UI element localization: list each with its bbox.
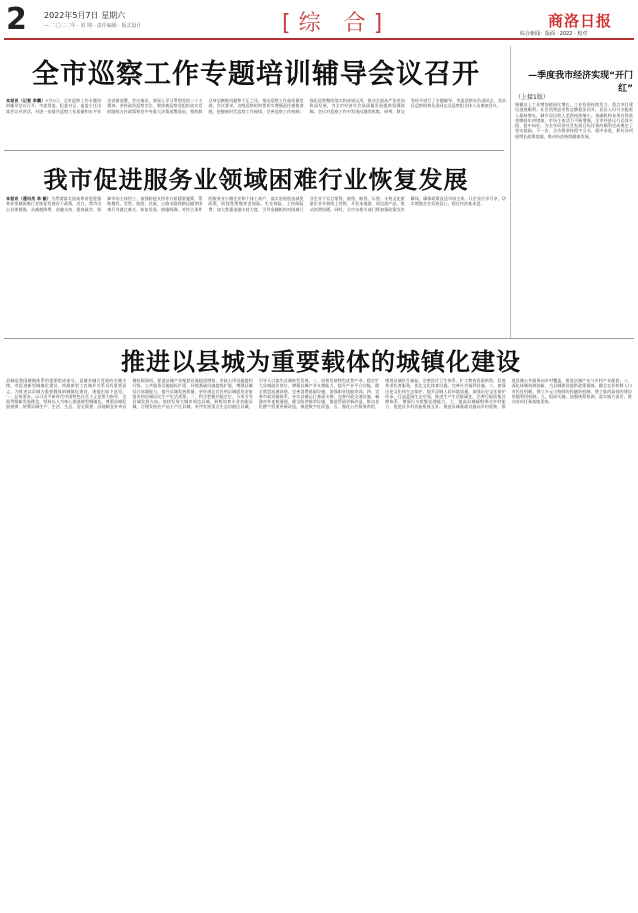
article3-headline: 推进以县城为重要载体的城镇化建设 [121, 348, 521, 376]
article1-text: 5月5日，全市巡察工作专题培训辅导会议召开，市委常委、纪委书记、监委主任出席会议并讲话，对进一步提升巡察工作质量和水平作出安排部署，会议指出，要深入学习贯彻党的二十大精神，坚持政治巡察定位，聚焦被巡察党组织落实党的路线方针政策和党中央重大决策部署情况，聚焦群众身边腐败问题和不正之风，推动巡察工作高质量发展。会议要求，各级巡察机构要切实增强责任感使命感，把握新时代巡察工作规律，完善巡察工作机制，强化巡察整改落实和成果运用，推动全面从严治党向纵深发展，为全市经济社会高质量发展提供坚强保障。会议对巡察工作中发现问题的收集、研判、移交等环节进行了专题辅导，市委巡察办负责同志、各县区巡察机构负责同志及巡察组全体人员参加会议。 [6, 98, 506, 114]
article2-text: 为贯彻落实国家和省促进服务业领域困难行业恢复发展若干政策，近日，我市出台具体措施，从减税降费、金融支持、稳岗就业、保障市场主体用工、加强防疫支持等方面精准施策，帮助餐饮、零售、旅游、民航、公路水路铁路运输等困难行业渡过难关、恢复发展。措施明确，对符合条件的服务业小微企业和个体工商户，落实房屋租金减免政策，阶段性缓缴养老保险、失业保险、工伤保险费；加大普惠金融支持力度，引导金融机构对困难行业企业不盲目惜贷、抽贷、断贷、压贷；支持文化旅游企业开展线上营销，开发本地游、周边游产品，推动消费回暖。同时，全市各相关部门将加强政策宣传解读，确保政策直达市场主体，让企业应享尽享，切实增强企业发展信心，稳住经济基本盘。 [6, 196, 506, 212]
header-subline: — 二〇二二年 · 第 期 · 责任编辑 · 版式设计 [44, 23, 142, 29]
section-title: [综 合] [282, 11, 391, 36]
page-header [0, 0, 638, 40]
sidebar-divider [510, 46, 511, 338]
sidebar-headline: —季度我市经济实现“开门红” [528, 71, 633, 94]
article2-body [6, 196, 506, 336]
article-divider-1 [4, 150, 504, 151]
article1-body [6, 98, 506, 146]
newspaper-logo: 商洛日报 [548, 12, 613, 30]
editor-info: 综合新闻：版面 · 2022 · 校对 [520, 31, 588, 37]
sidebar-subline: （上接1版） [515, 94, 549, 101]
article1-headline: 全市巡察工作专题培训辅导会议召开 [32, 59, 480, 90]
article2-headline: 我市促进服务业领域困难行业恢复发展 [43, 166, 469, 194]
page-number: 2 [6, 2, 27, 37]
header-rule [4, 38, 634, 40]
sidebar-body: 规模以上工业增加值同比增长，工业投资持续发力，重点项目建设进展顺利。社会消费品零售总额稳步回升，居民人均可支配收入保持增长，城乡居民收入差距持续缩小。金融机构各项存贷款余额较年初增加，市场主体活力不断增强，全市经济运行总体平稳、稳中向好，为全年经济社会发展目标任务的顺利完成奠定了坚实基础。下一步，全市将坚持稳字当头、稳中求进，抓好各项稳增长政策落地，推动经济持续健康发展。 [515, 102, 633, 139]
article-divider-2 [4, 338, 634, 339]
article2-byline: 本报讯（通讯员 李 毅） [6, 196, 51, 201]
issue-date: 2022年5月7日 星期六 [44, 11, 126, 20]
article3-body: 县城是我国城镇体系的重要组成部分，是城乡融合发展的关键支撑，对促进新型城镇化建设、构建新型工农城乡关系具有重要意义。为推进以县城为重要载体的城镇化建设，现提出如下意见。一、总体要求。以习近平新时代中国特色社会主义思想为指导，全面贯彻新发展理念，坚持以人为核心推进新型城镇化，尊重县城发展规律，统筹县城生产、生活、生态、安全需要，因地制宜补齐县城短板弱项，促进县城产业配套设施提质增效、市政公用设施提档升级、公共服务设施提标扩面、环境基础设施提级扩能，增强县城综合承载能力，提升县城发展质量，更好满足农民到县城就业安家需求和县城居民生产生活需要。二、科学把握功能定位，分类引导县城发展方向。加快发展大城市周边县城，积极培育专业功能县城，合理发展农产品主产区县城，有序发展重点生态功能区县城，引导人口流失县城转型发展。三、培育发展特色优势产业，稳定扩大县城就业岗位。增强县城产业支撑能力，提升产业平台功能，健全商贸流通网络，完善消费基础设施，加强职业技能培训。四、完善市政设施体系，夯实县城运行基础支撑。完善市政交通设施，畅通对外连接通道，健全防洪排涝设施，推进管网更新改造，推动老化燃气管道更新改造，推进数字化改造。五、强化公共服务供给，增进县城民生福祉。完善医疗卫生体系，扩大教育资源供给，发展养老托育服务，优化文化体育设施，完善社会福利设施。六、加强历史文化和生态保护，提升县城人居环境质量。加强历史文化保护传承，打造蓝绿生态空间，推进生产生活低碳化，完善垃圾收集处理体系，增强污水收集处理能力。七、提高县城辐射带动乡村能力，促进县乡村功能衔接互补。推进县城基础设施向乡村延伸，推进县城公共服务向乡村覆盖，推进县城产业与乡村产业配套。八、深化体制机制创新，为县城建设提供政策保障。健全农业转移人口市民化机制，建立多元可持续的投融资机制，建立集约高效的建设用地利用机制。九、组织实施。加强统筹协调，落实地方责任，推动各项任务落地见效。 [6, 378, 632, 410]
article1-byline: 本报讯（记者 李鹏） [6, 98, 46, 103]
